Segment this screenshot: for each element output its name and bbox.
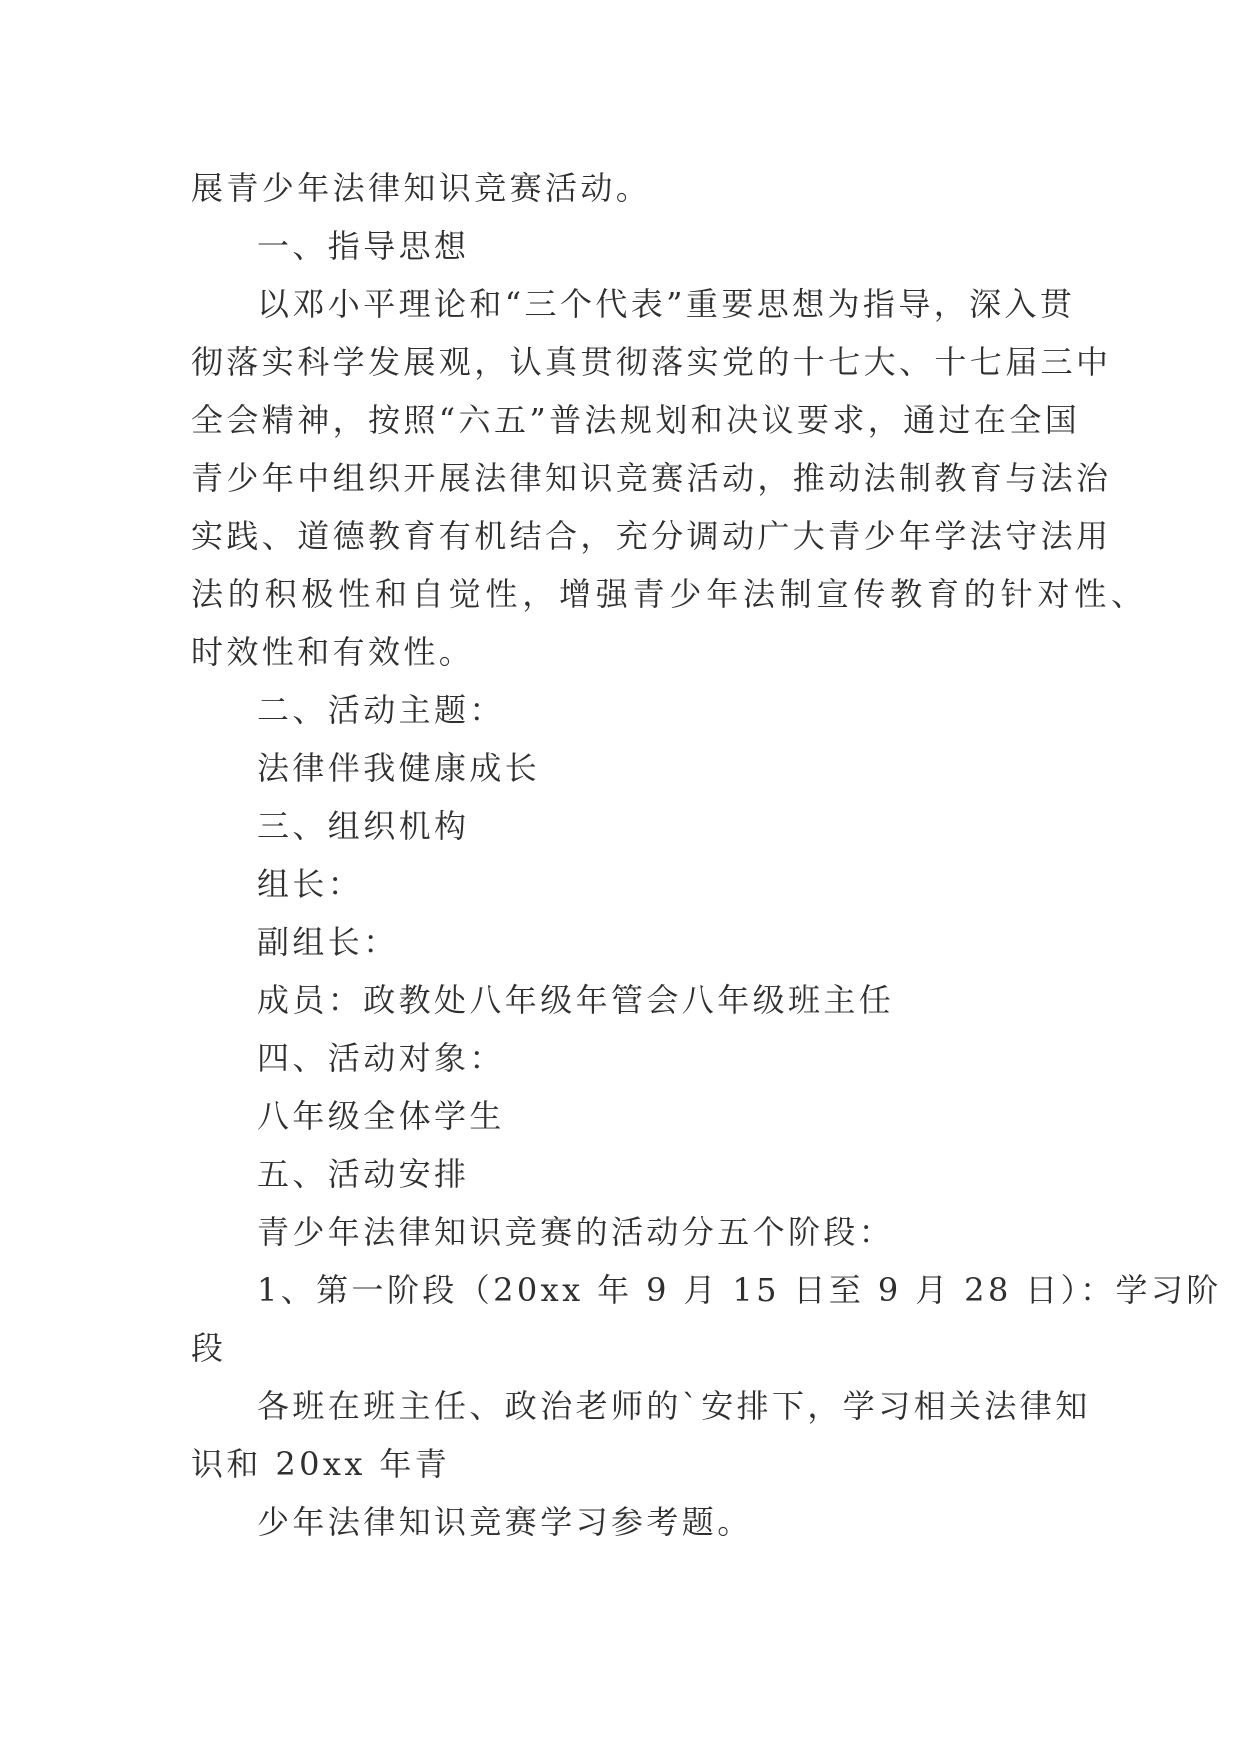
section-heading-organization: 三、组织机构 [257, 807, 470, 845]
members-line: 成员：政教处八年级年管会八年级班主任 [257, 981, 895, 1019]
activity-theme-text: 法律伴我健康成长 [257, 749, 541, 787]
paragraph-line: 各班在班主任、政治老师的`安排下，学习相关法律知 [257, 1387, 1091, 1425]
paragraph-line: 法的积极性和自觉性，增强青少年法制宣传教育的针对性、 [191, 575, 1148, 613]
section-heading-guiding-ideology: 一、指导思想 [257, 227, 470, 265]
paragraph-line: 全会精神，按照“六五”普法规划和决议要求，通过在全国 [191, 401, 1081, 439]
paragraph-line: 少年法律知识竞赛学习参考题。 [257, 1503, 753, 1541]
paragraph-line: 彻落实科学发展观，认真贯彻落实党的十七大、十七届三中 [191, 343, 1112, 381]
paragraph-line: 青少年中组织开展法律知识竞赛活动，推动法制教育与法治 [191, 459, 1112, 497]
paragraph-line: 实践、道德教育有机结合，充分调动广大青少年学法守法用 [191, 517, 1112, 555]
paragraph-line: 以邓小平理论和“三个代表”重要思想为指导，深入贯 [257, 285, 1076, 323]
paragraph-line: 展青少年法律知识竞赛活动。 [191, 169, 652, 207]
section-heading-activity-schedule: 五、活动安排 [257, 1155, 470, 1193]
paragraph-line: 识和 20xx 年青 [191, 1445, 451, 1483]
section-heading-activity-target: 四、活动对象： [257, 1039, 505, 1077]
paragraph-line: 青少年法律知识竞赛的活动分五个阶段： [257, 1213, 895, 1251]
activity-target-text: 八年级全体学生 [257, 1097, 505, 1135]
stage-one-heading: 1、第一阶段（20xx 年 9 月 15 日至 9 月 28 日）：学习阶 [257, 1271, 1222, 1309]
paragraph-line: 时效性和有效性。 [191, 633, 475, 671]
section-heading-activity-theme: 二、活动主题： [257, 691, 505, 729]
group-leader-line: 组长： [257, 865, 364, 903]
deputy-leader-line: 副组长： [257, 923, 399, 961]
stage-one-heading-continuation: 段 [191, 1329, 227, 1367]
